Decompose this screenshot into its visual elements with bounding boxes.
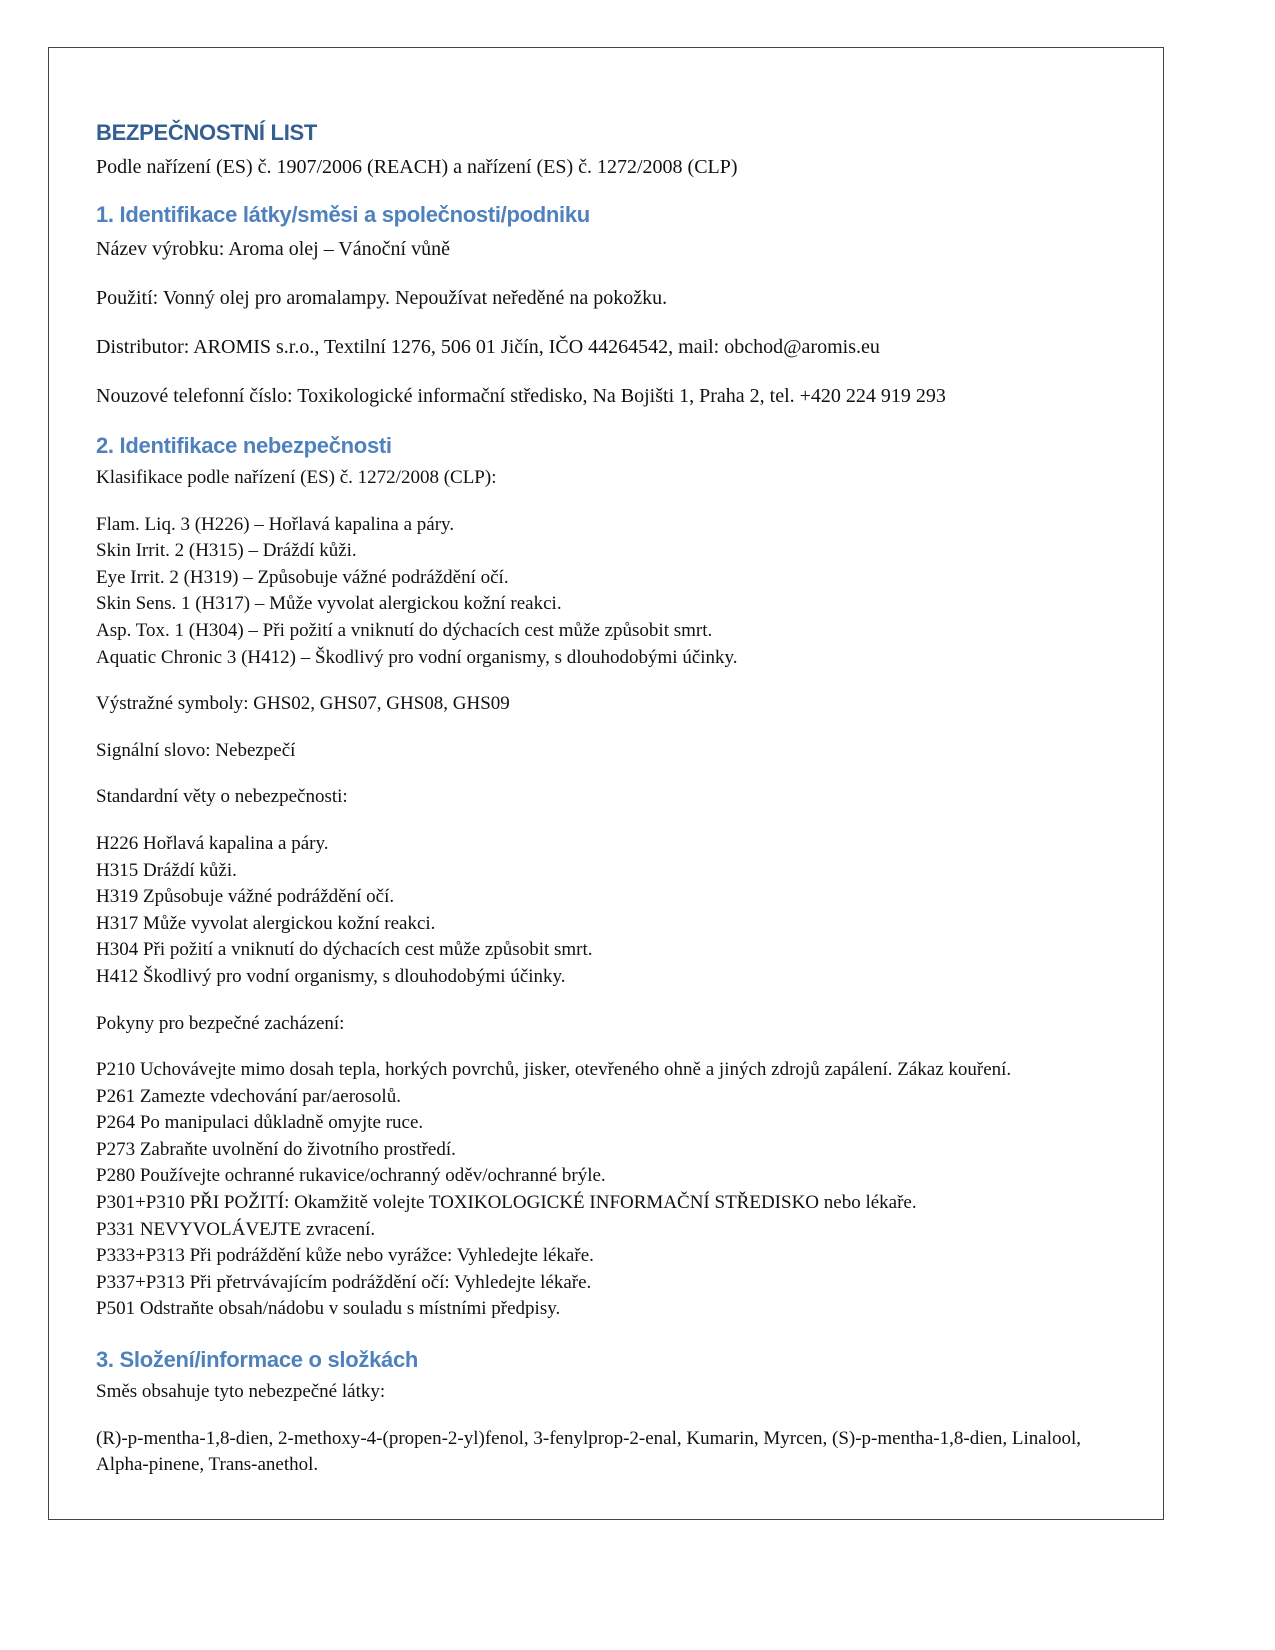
- list-item: Skin Irrit. 2 (H315) – Dráždí kůži.: [96, 540, 357, 562]
- list-item: Eye Irrit. 2 (H319) – Způsobuje vážné podráždění očí.: [96, 566, 509, 588]
- precautions-list: [96, 1057, 1176, 1323]
- list-item: P273 Zabraňte uvolnění do životního prostředí.: [96, 1138, 456, 1160]
- section-1-heading: 1. Identifikace látky/směsi a společnosti/podniku: [96, 202, 590, 227]
- substances-list: (R)-p-mentha-1,8-dien, 2-methoxy-4-(propen-2-yl)fenol, 3-fenylprop-2-enal, Kumarin, Myrcen, (S)-p-mentha-1,8-dien, Linalool, Alpha-pinene, Trans-anethol.: [96, 1427, 1082, 1476]
- list-item: H315 Dráždí kůži.: [96, 859, 237, 881]
- signal-word: Signální slovo: Nebezpečí: [96, 739, 296, 761]
- emergency-phone: Nouzové telefonní číslo: Toxikologické informační středisko, Na Bojišti 1, Praha 2, tel. +420 224 919 293: [96, 385, 946, 407]
- product-use: Použití: Vonný olej pro aromalampy. Nepoužívat neředěné na pokožku.: [96, 287, 668, 309]
- list-item: P337+P313 Při přetrvávajícím podráždění očí: Vyhledejte lékaře.: [96, 1271, 592, 1293]
- classification-list: [96, 512, 1176, 672]
- list-item: H226 Hořlavá kapalina a páry.: [96, 832, 329, 854]
- list-item: P280 Používejte ochranné rukavice/ochranný oděv/ochranné brýle.: [96, 1165, 606, 1187]
- list-item: Asp. Tox. 1 (H304) – Při požití a vniknutí do dýchacích cest může způsobit smrt.: [96, 619, 713, 641]
- list-item: Flam. Liq. 3 (H226) – Hořlavá kapalina a páry.: [96, 513, 455, 535]
- list-item: H304 Při požití a vniknutí do dýchacích cest může způsobit smrt.: [96, 939, 593, 961]
- document-title: BEZPEČNOSTNÍ LIST: [96, 120, 318, 145]
- classification-label: Klasifikace podle nařízení (ES) č. 1272/2008 (CLP):: [96, 467, 497, 488]
- list-item: P301+P310 PŘI POŽITÍ: Okamžitě volejte TOXIKOLOGICKÉ INFORMAČNÍ STŘEDISKO nebo lékaře.: [96, 1192, 917, 1214]
- substances-intro: Směs obsahuje tyto nebezpečné látky:: [96, 1381, 386, 1403]
- list-item: P331 NEVYVOLÁVEJTE zvracení.: [96, 1218, 376, 1240]
- list-item: H319 Způsobuje vážné podráždění očí.: [96, 886, 395, 908]
- document-content: [96, 118, 1176, 1479]
- product-name: Název výrobku: Aroma olej – Vánoční vůně: [96, 238, 450, 260]
- distributor: Distributor: AROMIS s.r.o., Textilní 1276, 506 01 Jičín, IČO 44264542, mail: obchod@aromis.eu: [96, 336, 880, 358]
- warning-symbols: Výstražné symboly: GHS02, GHS07, GHS08, GHS09: [96, 693, 510, 715]
- document-subtitle: Podle nařízení (ES) č. 1907/2006 (REACH) a nařízení (ES) č. 1272/2008 (CLP): [96, 156, 738, 178]
- list-item: P264 Po manipulaci důkladně omyjte ruce.: [96, 1112, 424, 1134]
- hazard-statements-list: [96, 831, 1176, 991]
- list-item: Skin Sens. 1 (H317) – Může vyvolat alergickou kožní reakci.: [96, 593, 562, 615]
- section-3-heading: 3. Složení/informace o složkách: [96, 1347, 419, 1373]
- list-item: Aquatic Chronic 3 (H412) – Škodlivý pro vodní organismy, s dlouhodobými účinky.: [96, 646, 738, 668]
- list-item: P333+P313 Při podráždění kůže nebo vyrážce: Vyhledejte lékaře.: [96, 1245, 594, 1267]
- hazard-label: Standardní věty o nebezpečnosti:: [96, 786, 348, 808]
- list-item: P210 Uchovávejte mimo dosah tepla, horkých povrchů, jisker, otevřeného ohně a jiných zdrojů zapálení. Zákaz kouření.: [96, 1059, 1012, 1081]
- list-item: H317 Může vyvolat alergickou kožní reakci.: [96, 912, 436, 934]
- precaution-label: Pokyny pro bezpečné zacházení:: [96, 1012, 345, 1034]
- list-item: H412 Škodlivý pro vodní organismy, s dlouhodobými účinky.: [96, 965, 566, 987]
- list-item: P261 Zamezte vdechování par/aerosolů.: [96, 1085, 401, 1107]
- list-item: P501 Odstraňte obsah/nádobu v souladu s místními předpisy.: [96, 1298, 561, 1320]
- section-2-heading: 2. Identifikace nebezpečnosti: [96, 433, 392, 458]
